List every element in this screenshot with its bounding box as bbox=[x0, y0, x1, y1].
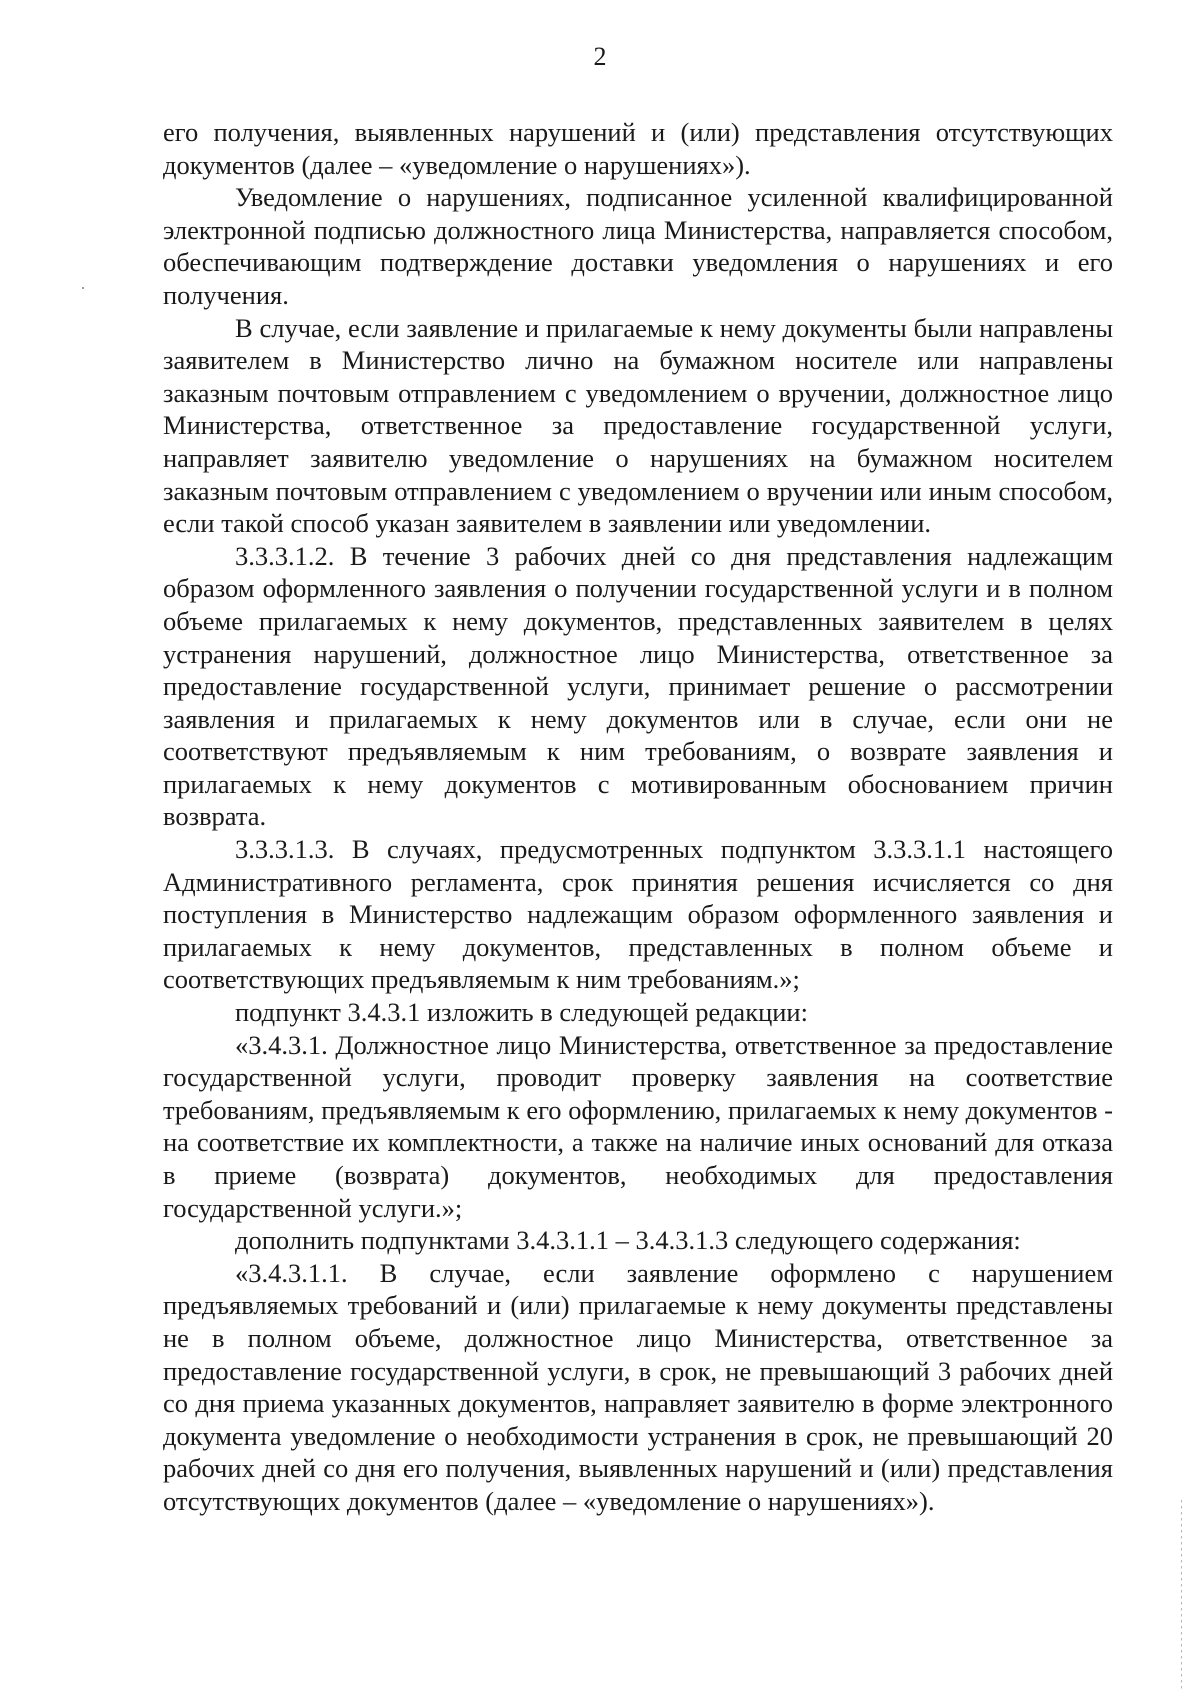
paragraph-amend-3-4-3-1: подпункт 3.4.3.1 изложить в следующей редакции: bbox=[235, 997, 808, 1028]
paragraph-3-3-3-1-2: 3.3.3.1.2. В течение 3 рабочих дней со дня представления надлежащим образом оформленного заявления о получении государственной услуги и в полном объеме прилагаемых к нему документов, представленных заявителем в целях устранения нарушений, должностное лицо Министерства, ответственное за предоставление государственной услуги, принимает решение о рассмотрении заявления и прилагаемых к нему документов или в случае, если они не соответствуют предъявляемым к ним требованиям, о возврате заявления и прилагаемых к нему документов с мотивированным обоснованием причин возврата. bbox=[163, 540, 1113, 832]
scan-speck bbox=[82, 287, 84, 289]
paragraph-3-4-3-1-1: «3.4.3.1.1. В случае, если заявление оформлено с нарушением предъявляемых требований и (или) прилагаемые к нему документы представлены не в полном объеме, должностное лицо Министерства, ответственное за предоставление государственной услуги, в срок, не превышающий 3 рабочих дней со дня приема указанных документов, направляет заявителю в форме электронного документа уведомление о необходимости устранения в срок, не превышающий 20 рабочих дней со дня его получения, выявленных нарушений и (или) представления отсутствующих документов (далее – «уведомление о нарушениях»). bbox=[163, 1257, 1113, 1516]
paragraph-3-3-3-1-3: 3.3.3.1.3. В случаях, предусмотренных подпунктом 3.3.3.1.1 настоящего Административного регламента, срок принятия решения исчисляется со дня поступления в Министерство надлежащим образом оформленного заявления и прилагаемых к нему документов, представленных в полном объеме и соответствующих предъявляемым к ним требованиям.»; bbox=[163, 834, 1113, 995]
paragraph-continuation: его получения, выявленных нарушений и (или) представления отсутствующих документов (далее – «уведомление о нарушениях»). bbox=[163, 117, 1113, 180]
page-number: 2 bbox=[593, 42, 607, 71]
paragraph-notice-signature: Уведомление о нарушениях, подписанное усиленной квалифицированной электронной подписью должностного лица Министерства, направляется способом, обеспечивающим подтверждение доставки уведомления о нарушениях и его получения. bbox=[163, 182, 1113, 310]
document-body bbox=[163, 116, 1113, 1518]
paragraph-3-4-3-1: «3.4.3.1. Должностное лицо Министерства, ответственное за предоставление государственной услуги, проводит проверку заявления на соответствие требованиям, предъявляемым к его оформлению, прилагаемых к нему документов - на соответствие их комплектности, а также на наличие иных оснований для отказа в приеме (возврата) документов, необходимых для предоставления государственной услуги.»; bbox=[163, 1029, 1113, 1223]
scan-edge-artifact bbox=[1181, 1500, 1182, 1690]
paragraph-paper-submission: В случае, если заявление и прилагаемые к нему документы были направлены заявителем в Министерство лично на бумажном носителе или направлены заказным почтовым отправлением с уведомлением о вручении, должностное лицо Министерства, ответственное за предоставление государственной услуги, направляет заявителю уведомление о нарушениях на бумажном носителем заказным почтовым отправлением с уведомлением о вручении или иным способом, если такой способ указан заявителем в заявлении или уведомлении. bbox=[163, 312, 1113, 539]
paragraph-add-subitems: дополнить подпунктами 3.4.3.1.1 – 3.4.3.1.3 следующего содержания: bbox=[235, 1225, 1021, 1256]
